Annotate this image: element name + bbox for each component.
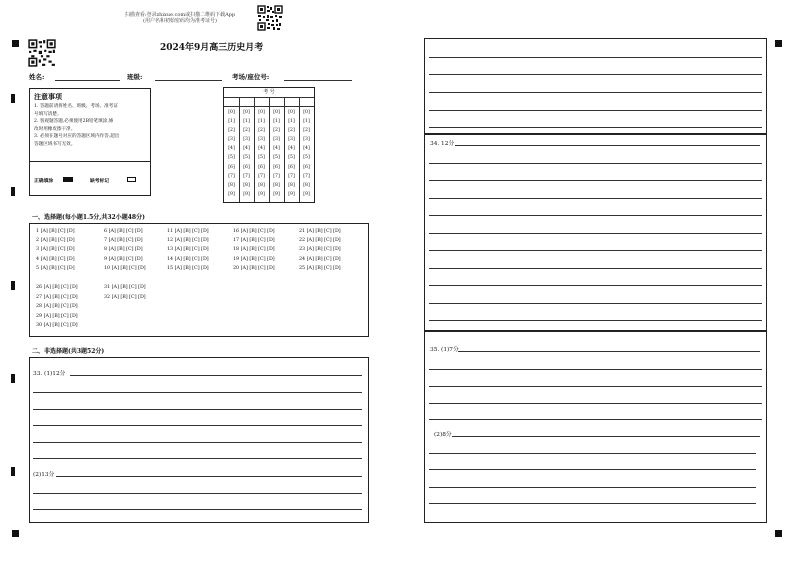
answer-line[interactable]	[429, 163, 762, 164]
name-label: 姓名:	[29, 73, 45, 81]
choice-item[interactable]: 28 [A] [B] [C] [D]	[36, 304, 78, 310]
answer-line[interactable]	[429, 180, 762, 181]
digit-option: [6]	[228, 164, 235, 170]
digit-option: [1]	[303, 119, 310, 125]
notice-line: 1. 答题前请将姓名、班级、考场、准考证	[34, 104, 118, 109]
answer-line[interactable]	[429, 285, 762, 286]
digit-option: [3]	[273, 137, 280, 143]
choice-item[interactable]: 6 [A] [B] [C] [D]	[104, 229, 143, 234]
digit-option: [5]	[258, 155, 265, 161]
digit-option: [4]	[258, 146, 265, 152]
answer-line[interactable]	[33, 425, 362, 426]
digit-option: [0]	[288, 110, 295, 115]
q35-2-label: (2)8分	[434, 432, 452, 438]
corner-mark-br	[775, 530, 782, 537]
digit-option: [7]	[228, 173, 235, 179]
choice-item[interactable]: 1 [A] [B] [C] [D]	[36, 229, 75, 234]
side-mark	[11, 187, 15, 196]
notice-divider	[30, 161, 150, 162]
correct-fill-label: 正确填涂	[34, 178, 54, 184]
answer-line[interactable]	[429, 369, 762, 370]
digit-option: [3]	[228, 137, 235, 143]
choice-item[interactable]: 23 [A] [B] [C] [D]	[299, 247, 341, 253]
choice-item[interactable]: 13 [A] [B] [C] [D]	[167, 247, 209, 253]
choice-item[interactable]: 10 [A] [B] [C] [D]	[104, 265, 146, 271]
choice-item[interactable]: 16 [A] [B] [C] [D]	[233, 229, 275, 234]
choice-item[interactable]: 18 [A] [B] [C] [D]	[233, 247, 275, 253]
corner-mark-bl	[12, 530, 19, 537]
digit-option: [5]	[273, 155, 280, 161]
answer-line[interactable]	[429, 268, 762, 269]
answer-line[interactable]	[429, 303, 762, 304]
answer-line[interactable]	[429, 198, 762, 199]
exam-digit-column[interactable]	[269, 108, 284, 199]
answer-line[interactable]	[429, 453, 756, 454]
digit-option: [4]	[228, 146, 235, 152]
absent-label: 缺考标记	[90, 178, 110, 184]
digit-option: [3]	[258, 137, 265, 143]
digit-option: [0]	[273, 110, 280, 115]
seat-label: 考场/座位号:	[232, 73, 270, 81]
digit-option: [3]	[243, 137, 250, 143]
q33-2-label: (2)13分	[33, 472, 55, 478]
answer-line[interactable]	[70, 375, 362, 376]
digit-option: [2]	[243, 128, 250, 134]
digit-option: [6]	[303, 164, 310, 170]
answer-line[interactable]	[429, 233, 762, 234]
scan-line-1: 扫描查看:登录zhixue.com或扫描二维码下载App	[124, 12, 236, 18]
page-title: 2024年9月高三历史月考	[160, 43, 264, 53]
digit-option: [8]	[228, 182, 235, 188]
class-field[interactable]	[155, 80, 222, 81]
choice-item[interactable]: 25 [A] [B] [C] [D]	[299, 265, 341, 271]
digit-option: [2]	[303, 128, 310, 134]
choice-item[interactable]: 21 [A] [B] [C] [D]	[299, 229, 341, 234]
digit-option: [5]	[243, 155, 250, 161]
digit-option: [2]	[258, 128, 265, 134]
digit-option: [9]	[303, 191, 310, 197]
section1-title: 一、选择题(每小题1.5分,共32小题48分)	[32, 214, 145, 221]
digit-option: [6]	[258, 164, 265, 170]
section2-title: 二、非选择题(共3题52分)	[32, 348, 105, 355]
choice-item[interactable]: 11 [A] [B] [C] [D]	[167, 229, 209, 234]
answer-line[interactable]	[458, 351, 760, 352]
digit-option: [1]	[228, 119, 235, 125]
digit-option: [1]	[288, 119, 295, 125]
answer-line[interactable]	[33, 458, 362, 459]
answer-line[interactable]	[429, 215, 762, 216]
answer-line[interactable]	[33, 493, 362, 494]
choice-item[interactable]: 20 [A] [B] [C] [D]	[233, 265, 275, 271]
digit-option: [4]	[288, 146, 295, 152]
q33-1-label: 33. (1)12分	[33, 371, 66, 377]
digit-option: [1]	[243, 119, 250, 125]
digit-option: [0]	[258, 110, 265, 115]
digit-option: [6]	[243, 164, 250, 170]
notice-line: 改时用橡皮擦干净。	[34, 126, 76, 132]
choice-item[interactable]: 31 [A] [B] [C] [D]	[104, 285, 146, 290]
digit-option: [9]	[273, 191, 280, 197]
digit-option: [6]	[273, 164, 280, 170]
choice-item[interactable]: 29 [A] [B] [C] [D]	[36, 313, 78, 319]
q35-box	[424, 331, 767, 523]
exam-number-header: 考 号	[224, 88, 314, 98]
answer-line[interactable]	[429, 110, 762, 111]
digit-option: [9]	[228, 191, 235, 197]
answer-line[interactable]	[429, 487, 756, 488]
answer-line[interactable]	[429, 74, 762, 75]
notice-line: 号填写清楚。	[34, 111, 62, 117]
digit-option: [1]	[258, 119, 265, 125]
digit-option: [7]	[288, 173, 295, 179]
choice-item[interactable]: 5 [A] [B] [C] [D]	[36, 265, 75, 271]
choice-item[interactable]: 27 [A] [B] [C] [D]	[36, 294, 78, 300]
choice-item[interactable]: 7 [A] [B] [C] [D]	[104, 238, 143, 244]
notice-line: 2. 客观题答题,必须使用2B铅笔填涂,修	[34, 119, 114, 124]
digit-option: [8]	[303, 182, 310, 188]
choice-item[interactable]: 14 [A] [B] [C] [D]	[167, 256, 209, 262]
name-field[interactable]	[55, 80, 120, 81]
digit-option: [5]	[288, 155, 295, 161]
digit-option: [7]	[273, 173, 280, 179]
q33-box	[29, 357, 369, 523]
digit-option: [0]	[243, 110, 250, 115]
digit-option: [8]	[288, 182, 295, 188]
digit-option: [8]	[243, 182, 250, 188]
digit-option: [8]	[273, 182, 280, 188]
class-label: 班级:	[127, 73, 143, 81]
side-mark	[11, 281, 15, 290]
exam-digit-column[interactable]	[284, 108, 299, 199]
answer-line[interactable]	[429, 127, 762, 128]
answer-line[interactable]	[429, 320, 762, 321]
exam-digit-column[interactable]	[299, 108, 314, 199]
digit-option: [6]	[288, 164, 295, 170]
choice-item[interactable]: 8 [A] [B] [C] [D]	[104, 247, 143, 253]
notice-line: 答题区域书写无效。	[34, 141, 76, 147]
answer-line[interactable]	[429, 386, 762, 387]
digit-option: [8]	[258, 182, 265, 188]
scan-line-2: (用户名和初始密码均为准考证号)	[143, 18, 217, 24]
choice-item[interactable]: 26 [A] [B] [C] [D]	[36, 285, 78, 290]
digit-option: [4]	[243, 146, 250, 152]
digit-option: [2]	[273, 128, 280, 134]
q35-1-label: 35. (1)7分	[430, 347, 459, 353]
answer-line[interactable]	[452, 436, 760, 437]
scan-info	[110, 12, 250, 24]
choice-item[interactable]: 3 [A] [B] [C] [D]	[36, 247, 75, 253]
answer-line[interactable]	[429, 57, 762, 58]
corner-mark-tr	[775, 40, 782, 47]
notice-box	[29, 88, 151, 196]
choice-item[interactable]: 30 [A] [B] [C] [D]	[36, 323, 78, 329]
qr-code-icon	[28, 39, 56, 67]
qr-code-icon	[257, 5, 283, 31]
choice-item[interactable]: 9 [A] [B] [C] [D]	[104, 256, 143, 262]
digit-option: [7]	[258, 173, 265, 179]
answer-line[interactable]	[33, 409, 362, 410]
choice-item[interactable]: 24 [A] [B] [C] [D]	[299, 256, 341, 262]
answer-line[interactable]	[56, 476, 362, 477]
digit-option: [4]	[303, 146, 310, 152]
side-mark	[11, 467, 15, 476]
q34-label: 34. 12分	[430, 141, 455, 147]
notice-text	[34, 103, 148, 148]
absent-checkbox[interactable]	[127, 177, 136, 182]
digit-option: [5]	[303, 155, 310, 161]
choice-item[interactable]: 22 [A] [B] [C] [D]	[299, 238, 341, 244]
right-panel-top	[424, 38, 767, 134]
answer-line[interactable]	[33, 442, 362, 443]
answer-line[interactable]	[429, 503, 756, 504]
corner-mark-tl	[12, 40, 19, 47]
choice-item[interactable]: 19 [A] [B] [C] [D]	[233, 256, 275, 262]
answer-line[interactable]	[429, 419, 762, 420]
digit-option: [7]	[303, 173, 310, 179]
choice-item[interactable]: 12 [A] [B] [C] [D]	[167, 238, 209, 244]
answer-line[interactable]	[33, 509, 362, 510]
answer-line[interactable]	[429, 403, 762, 404]
exam-digit-column[interactable]	[254, 108, 269, 199]
side-mark	[11, 374, 15, 383]
notice-title: 注意事项	[34, 92, 62, 101]
correct-fill-sample	[63, 177, 73, 182]
choice-item[interactable]: 15 [A] [B] [C] [D]	[167, 265, 209, 271]
exam-digit-column[interactable]	[239, 108, 254, 199]
digit-option: [9]	[243, 191, 250, 197]
choice-item[interactable]: 17 [A] [B] [C] [D]	[233, 238, 275, 244]
digit-option: [0]	[228, 110, 235, 115]
answer-line[interactable]	[455, 145, 760, 146]
digit-option: [2]	[228, 128, 235, 134]
answer-line[interactable]	[33, 392, 362, 393]
side-mark	[11, 94, 15, 103]
seat-field[interactable]	[284, 80, 352, 81]
digit-option: [7]	[243, 173, 250, 179]
exam-number-grid	[223, 87, 315, 203]
digit-option: [2]	[288, 128, 295, 134]
answer-line[interactable]	[429, 469, 756, 470]
choice-item[interactable]: 32 [A] [B] [C] [D]	[104, 294, 146, 300]
digit-option: [4]	[273, 146, 280, 152]
notice-line: 3. 必须在题号对应的答题区域内作答,超出	[34, 134, 120, 139]
choice-item[interactable]: 2 [A] [B] [C] [D]	[36, 238, 75, 244]
digit-option: [1]	[273, 119, 280, 125]
digit-option: [9]	[288, 191, 295, 197]
digit-option: [9]	[258, 191, 265, 197]
digit-option: [3]	[288, 137, 295, 143]
exam-digit-column[interactable]	[224, 108, 239, 199]
answer-line[interactable]	[429, 92, 762, 93]
choice-item[interactable]: 4 [A] [B] [C] [D]	[36, 256, 75, 262]
digit-option: [0]	[303, 110, 310, 115]
digit-option: [5]	[228, 155, 235, 161]
answer-line[interactable]	[429, 250, 762, 251]
digit-option: [3]	[303, 137, 310, 143]
